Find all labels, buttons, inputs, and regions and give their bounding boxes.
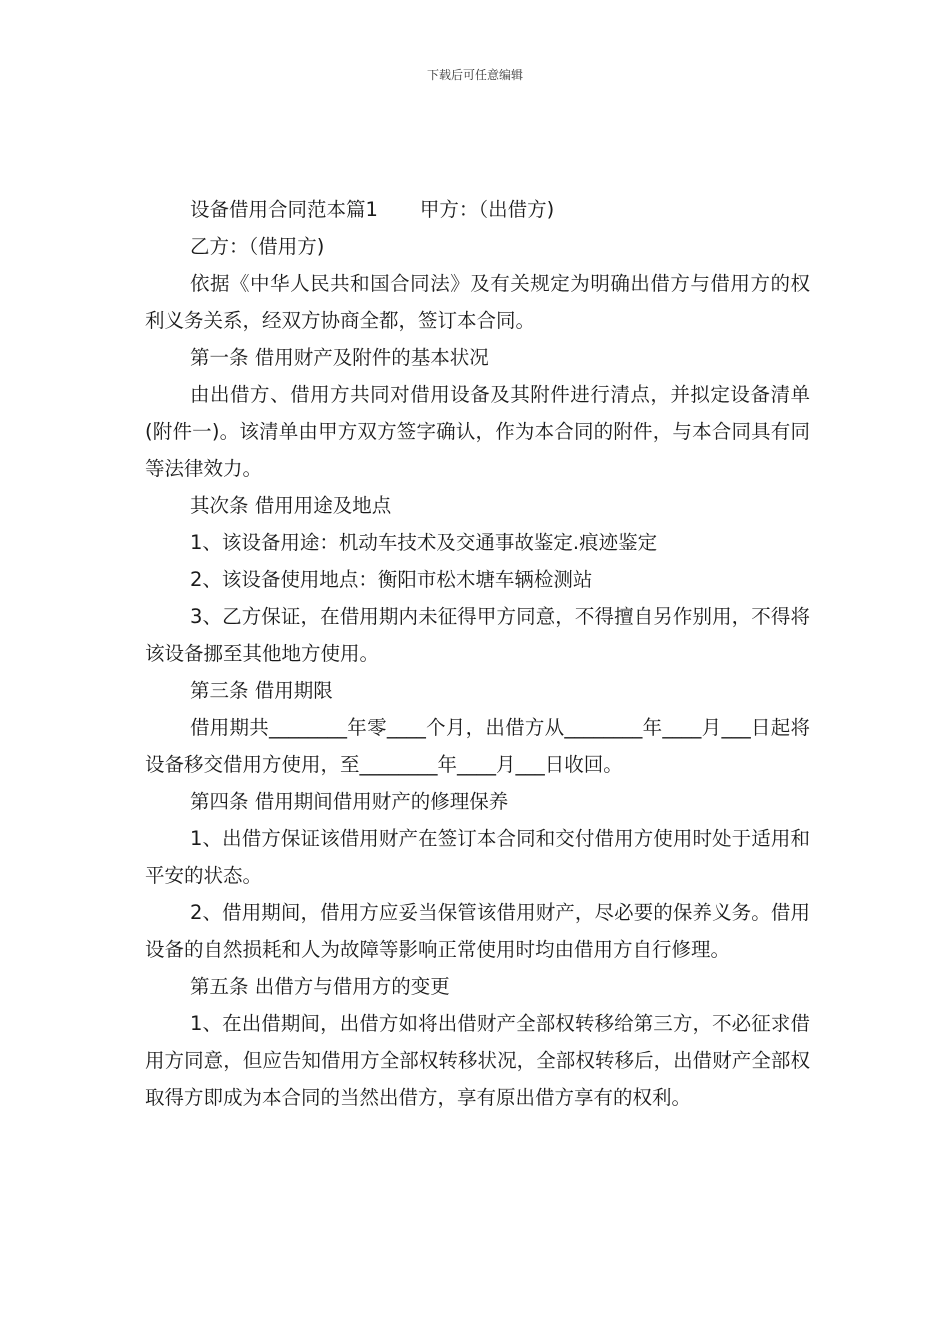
party-b: 乙方：（借用方)	[190, 235, 325, 258]
article-1-text: 由出借方、借用方共同对借用设备及其附件进行清点，并拟定设备清单(附件一)。该清单由甲方双方签字确认，作为本合同的附件，与本合同具有同等法律效力。	[145, 383, 810, 480]
article-5-heading: 第五条 出借方与借用方的变更	[190, 975, 450, 998]
article-3-heading: 第三条 借用期限	[190, 679, 333, 702]
header-note: 下载后可任意编辑	[426, 68, 523, 82]
article-4-item-1: 1、出借方保证该借用财产在签订本合同和交付借用方使用时处于适用和平安的状态。	[145, 827, 810, 887]
article-5-item-1: 1、在出借期间，出借方如将出借财产全部权转移给第三方，不必征求借用方同意，但应告知借用方全部权转移状况，全部权转移后，出借财产全部权取得方即成为本合同的当然出借方，享有原出借方享有的权利。	[145, 1012, 810, 1109]
document-title: 设备借用合同范本篇1	[190, 198, 378, 221]
party-a: 甲方：（出借方)	[419, 198, 555, 221]
article-1-heading: 第一条 借用财产及附件的基本状况	[190, 346, 489, 369]
article-2-item-2: 2、该设备使用地点：衡阳市松木塘车辆检测站	[190, 568, 593, 591]
title-line	[145, 191, 810, 228]
article-4-heading: 第四条 借用期间借用财产的修理保养	[190, 790, 509, 813]
article-4-item-2: 2、借用期间，借用方应妥当保管该借用财产，尽必要的保养义务。借用设备的自然损耗和人为故障等影响正常使用时均由借用方自行修理。	[145, 901, 810, 961]
article-3-text: 借用期共________年零____个月，出借方从________年____月___日起将设备移交借用方使用，至________年____月___日收回。	[145, 716, 810, 776]
contract-body	[145, 191, 810, 1116]
article-2-item-3: 3、乙方保证，在借用期内未征得甲方同意，不得擅自另作别用，不得将该设备挪至其他地方使用。	[145, 605, 810, 665]
preamble: 依据《中华人民共和国合同法》及有关规定为明确出借方与借用方的权利义务关系，经双方协商全都，签订本合同。	[145, 272, 810, 332]
article-2-item-1: 1、该设备用途：机动车技术及交通事故鉴定.痕迹鉴定	[190, 531, 658, 554]
article-2-heading: 其次条 借用用途及地点	[190, 494, 392, 517]
